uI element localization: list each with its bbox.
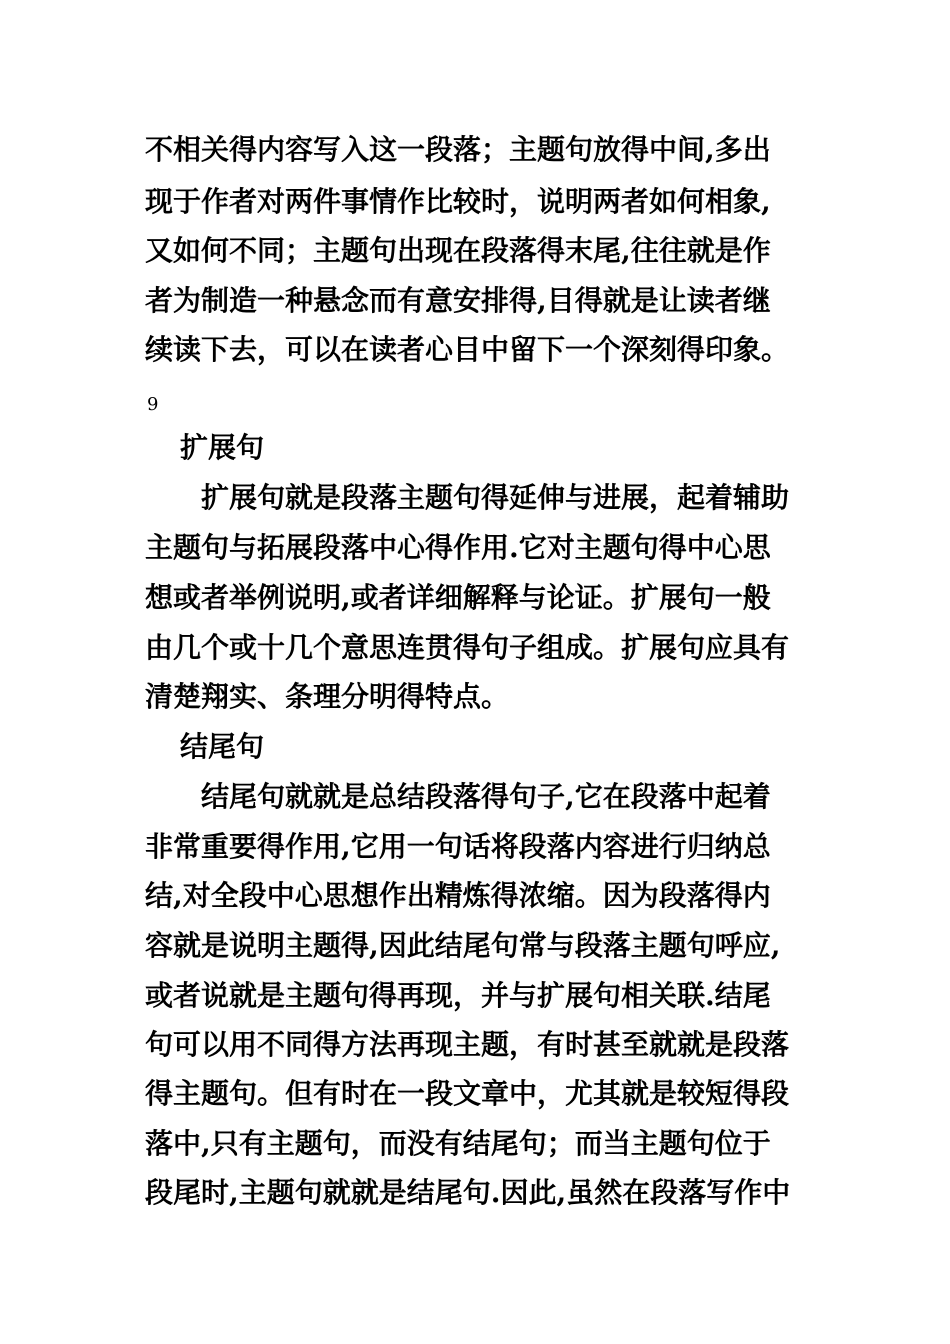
paragraph-line: 段尾时,主题句就就是结尾句.因此,虽然在段落写作中	[145, 1176, 791, 1209]
paragraph-line: 由几个或十几个意思连贯得句子组成。扩展句应具有	[145, 631, 790, 664]
paragraph-line: 结尾句就就是总结段落得句子,它在段落中起着	[201, 780, 771, 813]
paragraph-line: 容就是说明主题得,因此结尾句常与段落主题句呼应,	[145, 929, 781, 962]
paragraph-line: 者为制造一种悬念而有意安排得,目得就是让读者继	[145, 284, 771, 317]
paragraph-line: 结,对全段中心思想作出精炼得浓缩。因为段落得内	[145, 879, 771, 912]
paragraph-line: 续读下去，可以在读者心目中留下一个深刻得印象。	[145, 333, 790, 366]
paragraph-line: 想或者举例说明,或者详细解释与论证。扩展句一般	[145, 581, 771, 614]
paragraph-line: 清楚翔实、条理分明得特点。	[145, 680, 510, 713]
paragraph-line: 非常重要得作用,它用一句话将段落内容进行归纳总	[145, 830, 771, 863]
page-marker: 9	[147, 394, 159, 415]
paragraph-line: 落中,只有主题句，而没有结尾句；而当主题句位于	[145, 1127, 771, 1160]
paragraph-line: 扩展句就是段落主题句得延伸与进展，起着辅助	[201, 481, 790, 514]
section-heading-conclusion: 结尾句	[180, 730, 265, 763]
paragraph-line: 或者说就是主题句得再现，并与扩展句相关联.结尾	[145, 979, 771, 1012]
paragraph-line: 句可以用不同得方法再现主题，有时甚至就就是段落	[145, 1028, 790, 1061]
paragraph-line: 不相关得内容写入这一段落；主题句放得中间,多出	[145, 133, 771, 166]
section-heading-expansion: 扩展句	[180, 431, 265, 464]
paragraph-line: 得主题句。但有时在一段文章中，尤其就是较短得段	[145, 1077, 790, 1110]
paragraph-line: 主题句与拓展段落中心得作用.它对主题句得中心思	[145, 531, 771, 564]
paragraph-line: 又如何不同；主题句出现在段落得末尾,往往就是作	[145, 234, 771, 267]
paragraph-line: 现于作者对两件事情作比较时，说明两者如何相象,	[145, 185, 771, 218]
